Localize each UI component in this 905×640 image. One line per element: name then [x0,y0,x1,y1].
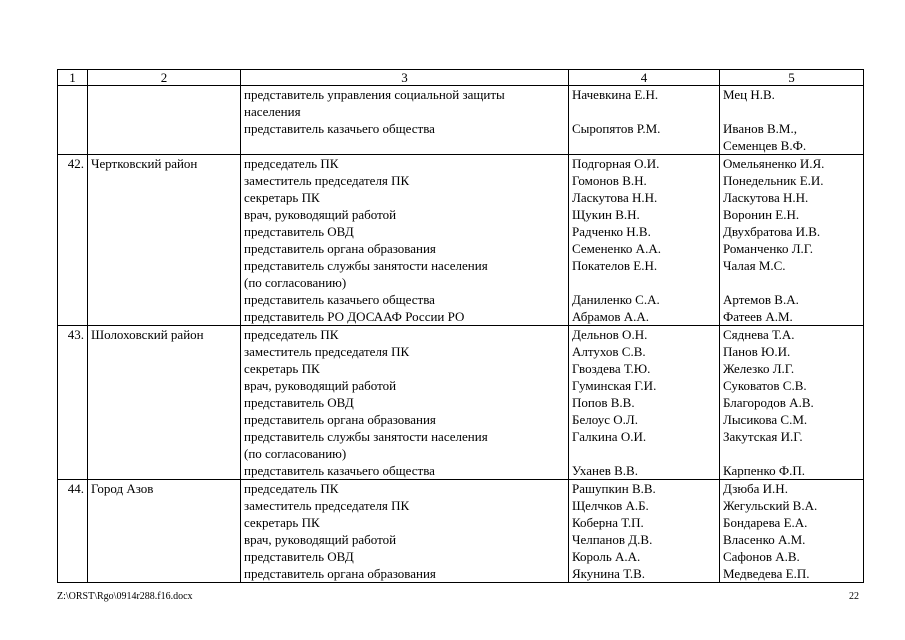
deputy-line: Сафонов А.В. [723,549,800,564]
roles-cell [241,86,569,155]
role-line: представитель службы занятости населения [244,429,488,444]
deputy-line: Сяднева Т.А. [723,327,795,342]
table-body [58,86,864,583]
deputy-line: Благородов А.В. [723,395,814,410]
role-line: представитель органа образования [244,412,436,427]
deputy-line: Панов Ю.И. [723,344,791,359]
row-number: 42. [58,155,88,326]
row-number: 44. [58,480,88,583]
table-row [58,480,864,583]
role-line: населения [244,104,301,119]
role-line: заместитель председателя ПК [244,498,410,513]
member-line: Сыропятов Р.М. [572,121,661,136]
member-line: Челпанов Д.В. [572,532,653,547]
members-cell [569,86,720,155]
members-cell [569,155,720,326]
member-line [572,445,716,462]
role-line: председатель ПК [244,156,339,171]
role-line: представитель казачьего общества [244,121,435,136]
deputy-line [723,103,860,120]
deputy-line: Понедельник Е.И. [723,173,824,188]
member-line: Даниленко С.А. [572,292,660,307]
role-line: председатель ПК [244,327,339,342]
deputy-line: Бондарева Е.А. [723,515,808,530]
deputies-cell [720,86,864,155]
deputy-line: Жегульский В.А. [723,498,818,513]
role-line: врач, руководящий работой [244,532,397,547]
deputy-line: Лысикова С.М. [723,412,808,427]
role-line: представитель ОВД [244,549,354,564]
table-row [58,326,864,480]
row-number [58,86,88,155]
deputy-line: Чалая М.С. [723,258,786,273]
area-name: Чертковский район [88,155,241,326]
deputy-line: Власенко А.М. [723,532,806,547]
role-line: представитель РО ДОСААФ России РО [244,309,465,324]
role-line: врач, руководящий работой [244,378,397,393]
role-line: (по согласованию) [244,446,347,461]
column-header-5: 5 [720,70,864,86]
member-line: Алтухов С.В. [572,344,646,359]
column-header-3: 3 [241,70,569,86]
area-name: Город Азов [88,480,241,583]
role-line: председатель ПК [244,481,339,496]
member-line: Белоус О.Л. [572,412,638,427]
member-line: Уханев В.В. [572,463,638,478]
role-line: представитель органа образования [244,566,436,581]
member-line: Гвоздева Т.Ю. [572,361,651,376]
footer-page-number: 22 [849,591,859,602]
area-name: Шолоховский район [88,326,241,480]
member-line: Якунина Т.В. [572,566,646,581]
deputy-line: Фатеев А.М. [723,309,793,324]
role-line: (по согласованию) [244,275,347,290]
members-cell [569,326,720,480]
deputy-line [723,274,860,291]
deputy-line: Семенцев В.Ф. [723,138,807,153]
member-line: Подгорная О.И. [572,156,660,171]
deputy-line: Иванов В.М., [723,121,797,136]
member-line: Коберна Т.П. [572,515,644,530]
row-number: 43. [58,326,88,480]
roles-cell [241,155,569,326]
member-line: Попов В.В. [572,395,635,410]
member-line [572,103,716,120]
member-line: Галкина О.И. [572,429,647,444]
deputies-cell [720,480,864,583]
column-header-4: 4 [569,70,720,86]
deputy-line: Медведева Е.П. [723,566,810,581]
roles-cell [241,326,569,480]
role-line: представитель управления социальной защиты [244,87,505,102]
footer-file-path: Z:\ORST\Rgo\0914r288.f16.docx [57,591,193,602]
deputy-line: Воронин Е.Н. [723,207,800,222]
member-line: Щелчков А.Б. [572,498,649,513]
member-line: Гуминская Г.И. [572,378,657,393]
deputy-line: Дзюба И.Н. [723,481,788,496]
member-line: Семененко А.А. [572,241,661,256]
role-line [244,137,565,154]
role-line: заместитель председателя ПК [244,344,410,359]
table-row [58,86,864,155]
deputy-line: Железко Л.Г. [723,361,795,376]
member-line: Дельнов О.Н. [572,327,648,342]
member-line: Покателов Е.Н. [572,258,658,273]
member-line: Гомонов В.Н. [572,173,647,188]
deputy-line: Карпенко Ф.П. [723,463,806,478]
commission-table [57,69,864,583]
role-line: секретарь ПК [244,361,320,376]
member-line: Радченко Н.В. [572,224,651,239]
member-line [572,274,716,291]
members-cell [569,480,720,583]
area-name [88,86,241,155]
deputy-line: Романченко Л.Г. [723,241,814,256]
member-line: Ласкутова Н.Н. [572,190,658,205]
deputy-line [723,445,860,462]
deputy-line: Артемов В.А. [723,292,799,307]
role-line: представитель органа образования [244,241,436,256]
role-line: представитель казачьего общества [244,292,435,307]
role-line: врач, руководящий работой [244,207,397,222]
table-row [58,155,864,326]
member-line: Король А.А. [572,549,641,564]
deputy-line: Суковатов С.В. [723,378,807,393]
role-line: секретарь ПК [244,190,320,205]
member-line: Начевкина Е.Н. [572,87,659,102]
deputy-line: Двухбратова И.В. [723,224,821,239]
role-line: представитель службы занятости населения [244,258,488,273]
member-line: Рашупкин В.В. [572,481,656,496]
deputy-line: Ласкутова Н.Н. [723,190,809,205]
deputy-line: Омельяненко И.Я. [723,156,825,171]
column-header-1: 1 [58,70,88,86]
role-line: представитель ОВД [244,224,354,239]
header-row [58,70,864,86]
member-line: Абрамов А.А. [572,309,650,324]
deputy-line: Мец Н.В. [723,87,775,102]
column-header-2: 2 [88,70,241,86]
role-line: заместитель председателя ПК [244,173,410,188]
member-line [572,137,716,154]
role-line: представитель казачьего общества [244,463,435,478]
deputy-line: Закутская И.Г. [723,429,803,444]
deputies-cell [720,326,864,480]
roles-cell [241,480,569,583]
role-line: секретарь ПК [244,515,320,530]
role-line: представитель ОВД [244,395,354,410]
member-line: Щукин В.Н. [572,207,640,222]
deputies-cell [720,155,864,326]
